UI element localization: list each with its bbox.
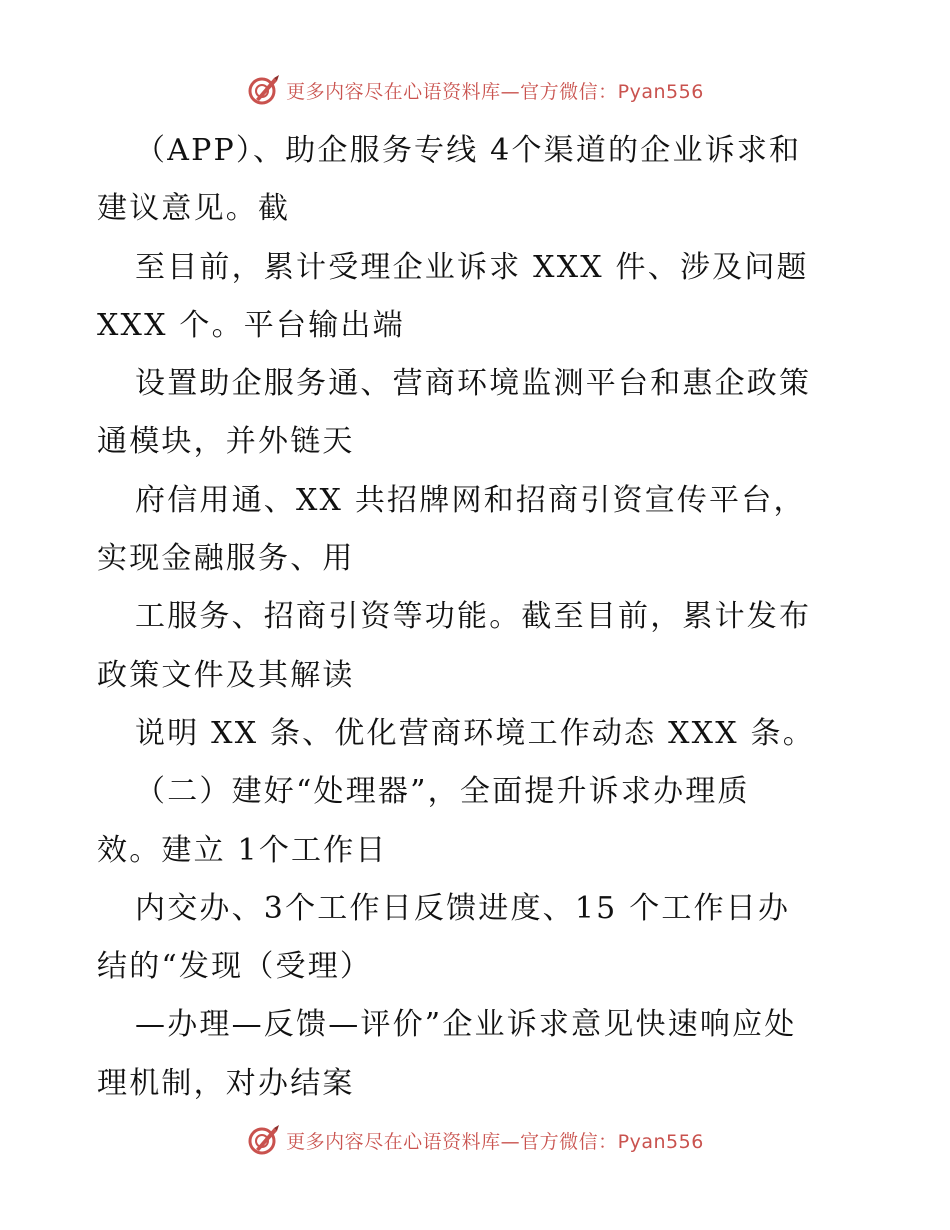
- watermark-text: [286, 77, 704, 104]
- watermark-contact-text: 官方微信：Pyan556: [520, 80, 704, 103]
- body-line: 内交办、3个工作日反馈进度、15 个工作日办: [135, 890, 791, 926]
- body-line: 理机制，对办结案: [97, 1065, 355, 1101]
- body-line: —办理—反馈—评价”企业诉求意见快速响应处: [135, 1007, 797, 1043]
- watermark-separator: —: [500, 1130, 521, 1153]
- body-line: XXX 个。平台输出端: [97, 307, 405, 343]
- watermark-separator: —: [500, 80, 521, 103]
- quill-pen-logo-icon: [246, 1123, 280, 1157]
- body-line: 政策文件及其解读: [97, 657, 355, 693]
- watermark-main-text: 更多内容尽在心语资料库: [286, 80, 501, 103]
- body-line: （APP）、助企服务专线 4个渠道的企业诉求和: [135, 133, 802, 168]
- body-line: 说明 XX 条、优化营商环境工作动态 XXX 条。: [135, 715, 815, 751]
- watermark-text: [286, 1127, 704, 1154]
- body-line: 设置助企服务通、营商环境监测平台和惠企政策: [135, 366, 812, 402]
- body-line: 效。建立 1个工作日: [97, 832, 388, 868]
- body-line: 至目前，累计受理企业诉求 XXX 件、涉及问题: [135, 249, 809, 285]
- body-line: 工服务、招商引资等功能。截至目前，累计发布: [135, 599, 812, 635]
- header-watermark: [0, 70, 950, 110]
- document-body: [97, 122, 857, 1113]
- quill-pen-logo-icon: [246, 73, 280, 107]
- body-line: 实现金融服务、用: [97, 541, 355, 577]
- body-line: 府信用通、XX 共招牌网和招商引资宣传平台，: [135, 482, 806, 518]
- body-line: 通模块，并外链天: [97, 424, 355, 460]
- body-line: 建议意见。截: [97, 191, 291, 227]
- watermark-contact-text: 官方微信：Pyan556: [520, 1130, 704, 1153]
- footer-watermark: [0, 1120, 950, 1160]
- watermark-main-text: 更多内容尽在心语资料库: [286, 1130, 501, 1153]
- body-line: （二）建好“处理器”，全面提升诉求办理质: [135, 774, 750, 810]
- body-line: 结的“发现（受理）: [97, 949, 373, 985]
